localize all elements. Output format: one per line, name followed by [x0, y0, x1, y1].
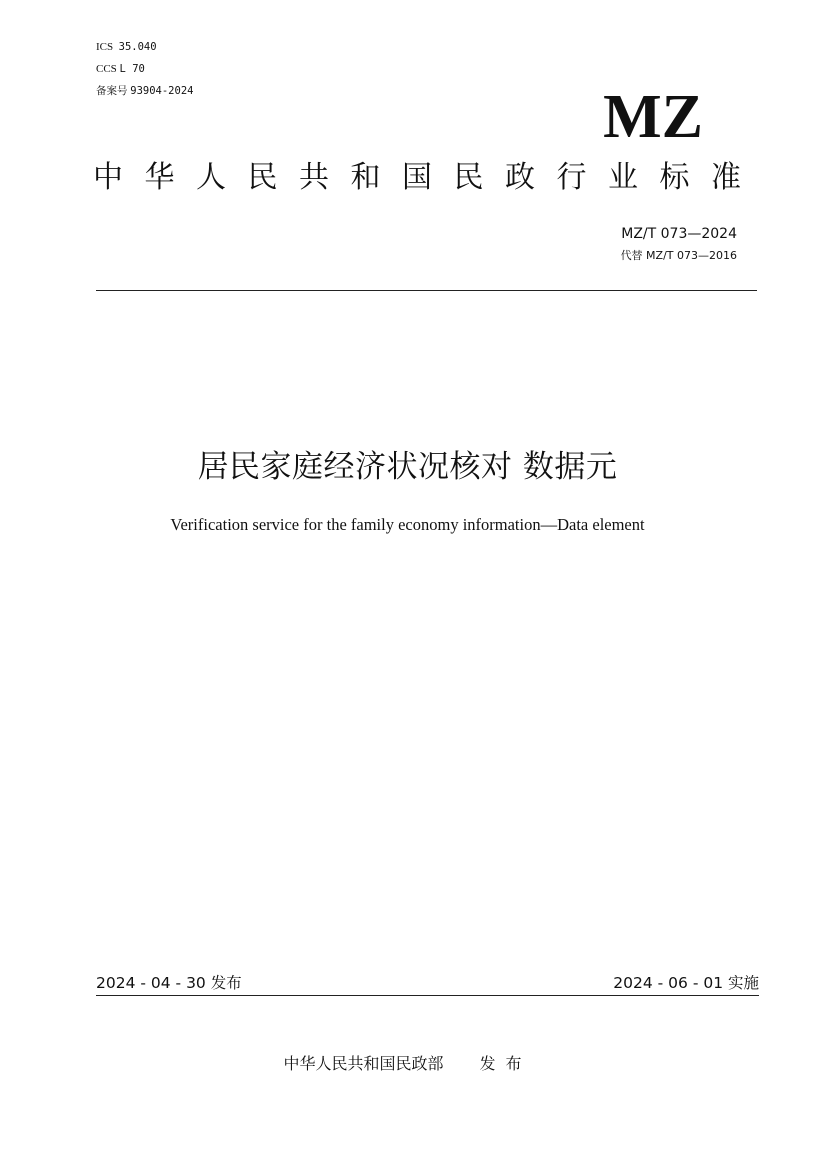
implementation-date: 2024 - 06 - 01 实施	[613, 974, 759, 992]
record-label: 备案号	[96, 85, 128, 97]
record-value: 93904-2024	[130, 85, 194, 97]
ics-line	[96, 40, 157, 54]
ccs-label: CCS	[96, 63, 117, 75]
record-line	[96, 84, 193, 98]
publish-label: 发布	[479, 1054, 532, 1073]
document-title-english: Verification service for the family economy information—Data element	[170, 515, 645, 534]
ccs-line	[96, 62, 145, 76]
industry-standard-title: 中华人民共和国民政行业标准	[93, 160, 763, 195]
ics-label: ICS	[96, 41, 114, 53]
document-title-chinese: 居民家庭经济状况核对 数据元	[197, 449, 618, 485]
replaces-standard: 代替 MZ/T 073—2016	[620, 249, 737, 262]
standard-code: MZ/T 073—2024	[621, 226, 737, 242]
ics-value: 35.040	[118, 41, 157, 53]
publisher-name: 中华人民共和国民政部	[283, 1054, 444, 1073]
issue-date: 2024 - 04 - 30 发布	[96, 974, 242, 992]
top-divider	[96, 290, 757, 291]
ccs-value: L 70	[119, 63, 145, 75]
mz-logo: MZ	[603, 83, 703, 151]
bottom-divider	[96, 995, 759, 996]
publisher-line	[0, 1053, 815, 1075]
